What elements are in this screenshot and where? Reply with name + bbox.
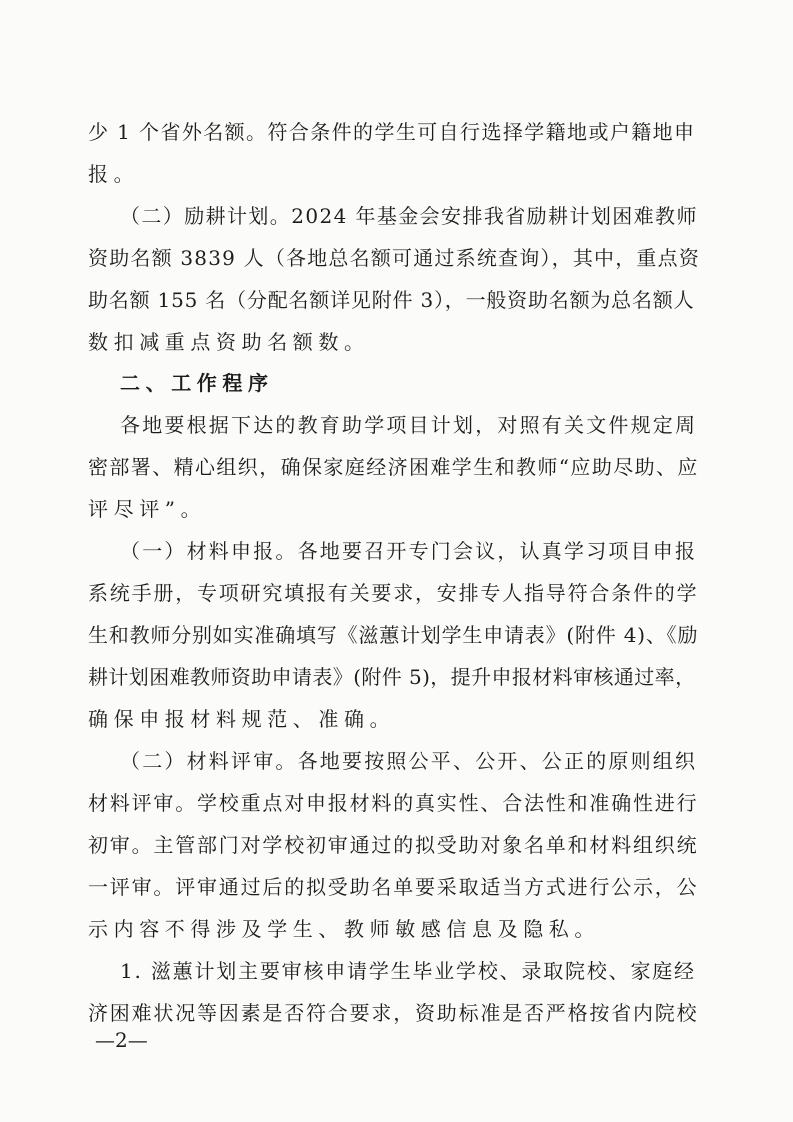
- text-line: 资助名额 3839 人（各地总名额可通过系统查询），其中，重点资: [88, 246, 701, 270]
- text-line: （一）材料申报。各地要召开专门会议，认真学习项目申报: [120, 539, 698, 563]
- text-line: 确保申报材料规范、准确。: [88, 707, 396, 731]
- text-line: 一评审。评审通过后的拟受助名单要采取适当方式进行公示，公: [88, 875, 699, 899]
- text-line: 1. 滋蕙计划主要审核申请学生毕业学校、录取院校、家庭经: [120, 959, 696, 983]
- section-heading: 二、工作程序: [120, 371, 274, 395]
- text-line: 耕计划困难教师资助申请表》(附件 5)，提升申报材料审核通过率，: [88, 665, 696, 689]
- page-number: —2—: [95, 1028, 148, 1052]
- text-line: （二）材料评审。各地要按照公平、公开、公正的原则组织: [120, 749, 698, 773]
- text-line: 生和教师分别如实准确填写《滋蕙计划学生申请表》(附件 4)、《励: [88, 623, 699, 647]
- text-line: （二）励耕计划。2024 年基金会安排我省励耕计划困难教师: [120, 204, 698, 228]
- text-line: 数扣减重点资助名额数。: [88, 330, 370, 354]
- text-line: 初审。主管部门对学校初审通过的拟受助对象名单和材料组织统: [88, 833, 699, 857]
- text-line: 报。: [88, 162, 140, 186]
- text-line: 各地要根据下达的教育助学项目计划，对照有关文件规定周: [120, 413, 698, 437]
- text-line: 评尽评”。: [88, 497, 207, 521]
- text-line: 系统手册，专项研究填报有关要求，安排专人指导符合条件的学: [88, 581, 699, 605]
- text-line: 助名额 155 名（分配名额详见附件 3），一般资助名额为总名额人: [88, 288, 695, 312]
- text-line: 密部署、精心组织，确保家庭经济困难学生和教师“应助尽助、应: [88, 455, 699, 479]
- text-line: 材料评审。学校重点对申报材料的真实性、合法性和准确性进行: [88, 791, 699, 815]
- text-line: 少 1 个省外名额。符合条件的学生可自行选择学籍地或户籍地申: [88, 120, 696, 144]
- text-line: 济困难状况等因素是否符合要求，资助标准是否严格按省内院校: [88, 1001, 699, 1025]
- text-line: 示内容不得涉及学生、教师敏感信息及隐私。: [88, 917, 600, 941]
